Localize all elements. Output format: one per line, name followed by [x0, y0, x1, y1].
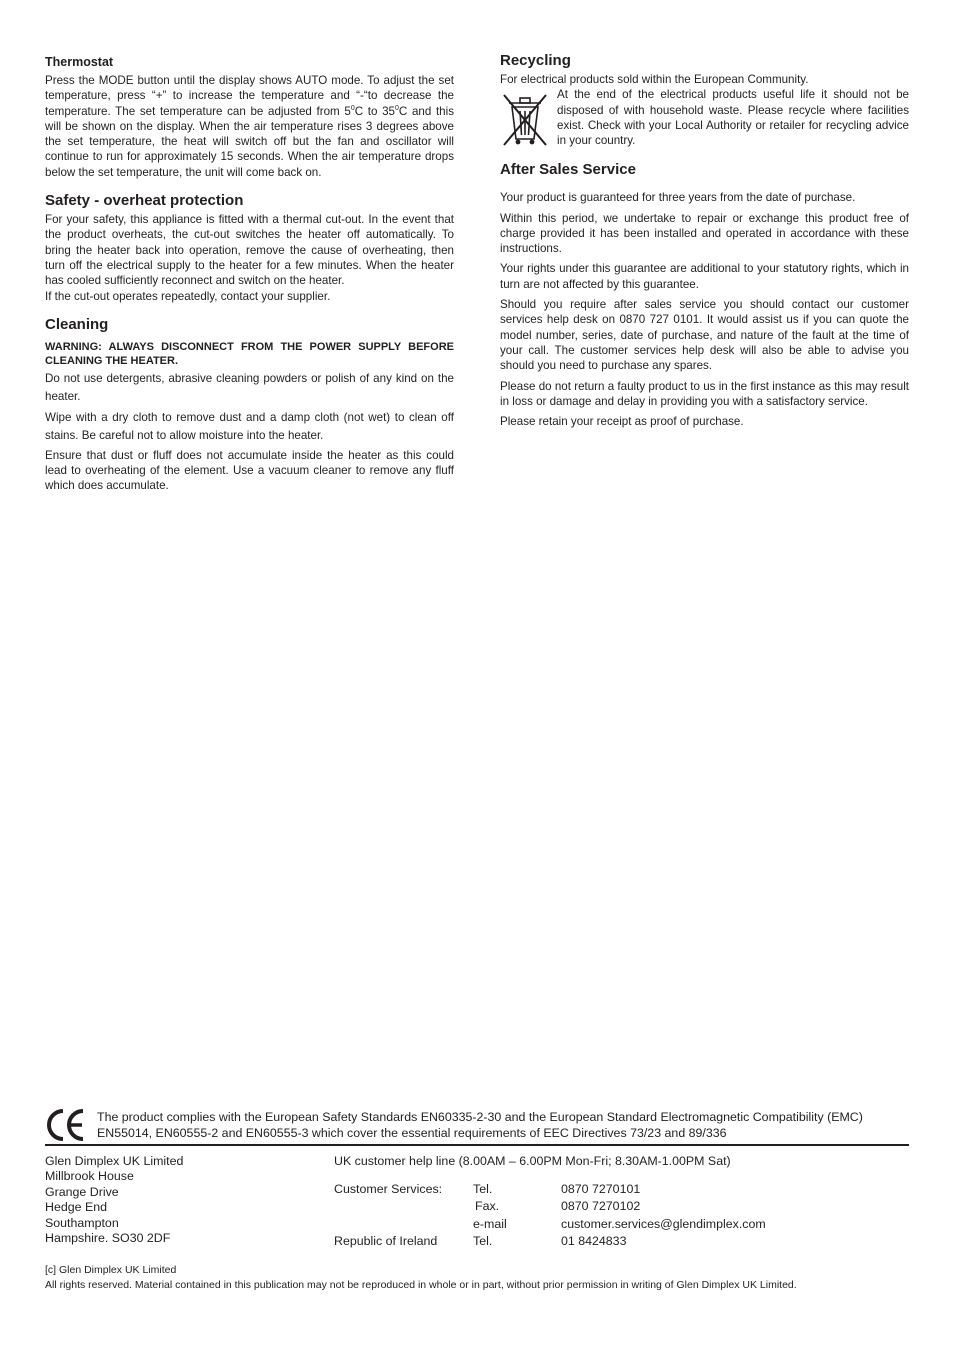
address-line: Southampton: [45, 1215, 119, 1230]
safety-body-2: If the cut-out operates repeatedly, contact your supplier.: [45, 289, 331, 303]
cleaning-heading: Cleaning: [45, 315, 109, 333]
fax-number: 0870 7270102: [561, 1199, 641, 1213]
right-column: [500, 50, 909, 429]
compliance-text: The product complies with the European Safety Standards EN60335-2-30 and the European Standard Electromagnetic Compatibility (EMC) EN55014, EN60555-2 and EN60555-3 which cover the essential requirements of EEC Directives 73/23 and 89/336: [97, 1110, 863, 1140]
roi-tel-number: 01 8424833: [561, 1234, 627, 1248]
address-line: Hedge End: [45, 1200, 108, 1215]
after-sales-paragraph-1: Your product is guaranteed for three years from the date of purchase.: [500, 191, 856, 205]
recycling-block: [500, 87, 909, 149]
cleaning-paragraph-2: Wipe with a dry cloth to remove dust and a damp cloth (not wet) to clean off stains. Be careful not to allow moisture into the heater.: [45, 410, 454, 442]
copyright-line-2: All rights reserved. Material contained in this publication may not be reproduced in whole or in part, without prior permission in writing of Glen Dimplex UK Limited.: [45, 1279, 797, 1291]
weee-crossed-bin-icon: [500, 89, 550, 147]
after-sales-paragraph-5: Please do not return a faulty product to us in the first instance as this may result in loss or damage and delay in providing you with a satisfactory service.: [500, 379, 909, 408]
safety-heading: Safety - overheat protection: [45, 192, 244, 210]
company-address: [45, 1154, 183, 1246]
copyright-line-1: [c] Glen Dimplex UK Limited: [45, 1264, 177, 1276]
cleaning-paragraph-1: Do not use detergents, abrasive cleaning powders or polish of any kind on the heater.: [45, 371, 454, 403]
address-line: Hampshire. SO30 2DF: [45, 1231, 171, 1246]
copyright-block: [45, 1263, 797, 1293]
tel-label: Tel.: [473, 1182, 493, 1196]
recycling-intro: For electrical products sold within the European Community.: [500, 73, 809, 86]
footer-divider: [45, 1144, 909, 1146]
address-line: Grange Drive: [45, 1184, 119, 1199]
thermostat-body: Press the MODE button until the display shows AUTO mode. To adjust the set temperature, press “+” to increase the temperature and “-“to decrease the temperature. The set temperature can be adjusted from $5^0C$ to $35^0C$ and this will be shown on the display. When the air temperature rises 3 degrees above the set temperature, the heat will switch off but the fan and oscillator will continue to run for approximately 15 seconds. When the air temperature drops below the set temperature, the unit will come back on.: [45, 74, 454, 179]
recycling-heading: Recycling: [500, 52, 571, 69]
address-line: Millbrook House: [45, 1169, 134, 1184]
after-sales-paragraph-6: Please retain your receipt as proof of purchase.: [500, 415, 744, 429]
left-column: [45, 50, 454, 494]
thermostat-heading: Thermostat: [45, 55, 114, 69]
after-sales-paragraph-4: Should you require after sales service you should contact our customer services help desk on 0870 727 0101. It would assist us if you can quote the model number, series, date of purchase, and nature of the fault at the time of your call. The customer services help desk will also be able to advise you should you need to purchase any spares.: [500, 298, 909, 373]
help-line-hours: UK customer help line (8.00AM – 6.00PM Mon-Fri; 8.30AM-1.00PM Sat): [334, 1154, 731, 1168]
roi-tel-label: Tel.: [473, 1234, 493, 1248]
cleaning-warning: WARNING: ALWAYS DISCONNECT FROM THE POWER SUPPLY BEFORE CLEANING THE HEATER.: [45, 340, 454, 368]
after-sales-paragraph-3: Your rights under this guarantee are additional to your statutory rights, which in turn are not affected by this guarantee.: [500, 262, 909, 291]
after-sales-heading: After Sales Service: [500, 161, 636, 179]
fax-label: Fax.: [475, 1199, 500, 1213]
roi-label: Republic of Ireland: [334, 1234, 438, 1248]
ce-mark-icon: [45, 1108, 87, 1142]
cleaning-paragraph-3: Ensure that dust or fluff does not accumulate inside the heater as this could lead to overheating of the element. Use a vacuum cleaner to remove any fluff which does accumulate.: [45, 448, 454, 493]
recycling-body: At the end of the electrical products useful life it should not be disposed of with household waste. Please recycle where facilities exist. Check with your Local Authority or retailer for recycling advice in your country.: [557, 88, 909, 148]
tel-number: 0870 7270101: [561, 1182, 641, 1196]
address-line: Glen Dimplex UK Limited: [45, 1154, 184, 1168]
after-sales-paragraph-2: Within this period, we undertake to repair or exchange this product free of charge provided it has been installed and operated in accordance with these instructions.: [500, 211, 909, 256]
email-address[interactable]: customer.services@glendimplex.com: [561, 1217, 766, 1231]
customer-services-label: Customer Services:: [334, 1182, 443, 1196]
safety-body: For your safety, this appliance is fitted with a thermal cut-out. In the event that the product overheats, the cut-out switches the heater off automatically. To bring the heater back into operation, remove the cause of overheating, then turn off the electrical supply to the heater for a few minutes. When the heater has cooled sufficiently reconnect and switch on the heater.: [45, 213, 454, 288]
email-label: e-mail: [473, 1217, 507, 1231]
